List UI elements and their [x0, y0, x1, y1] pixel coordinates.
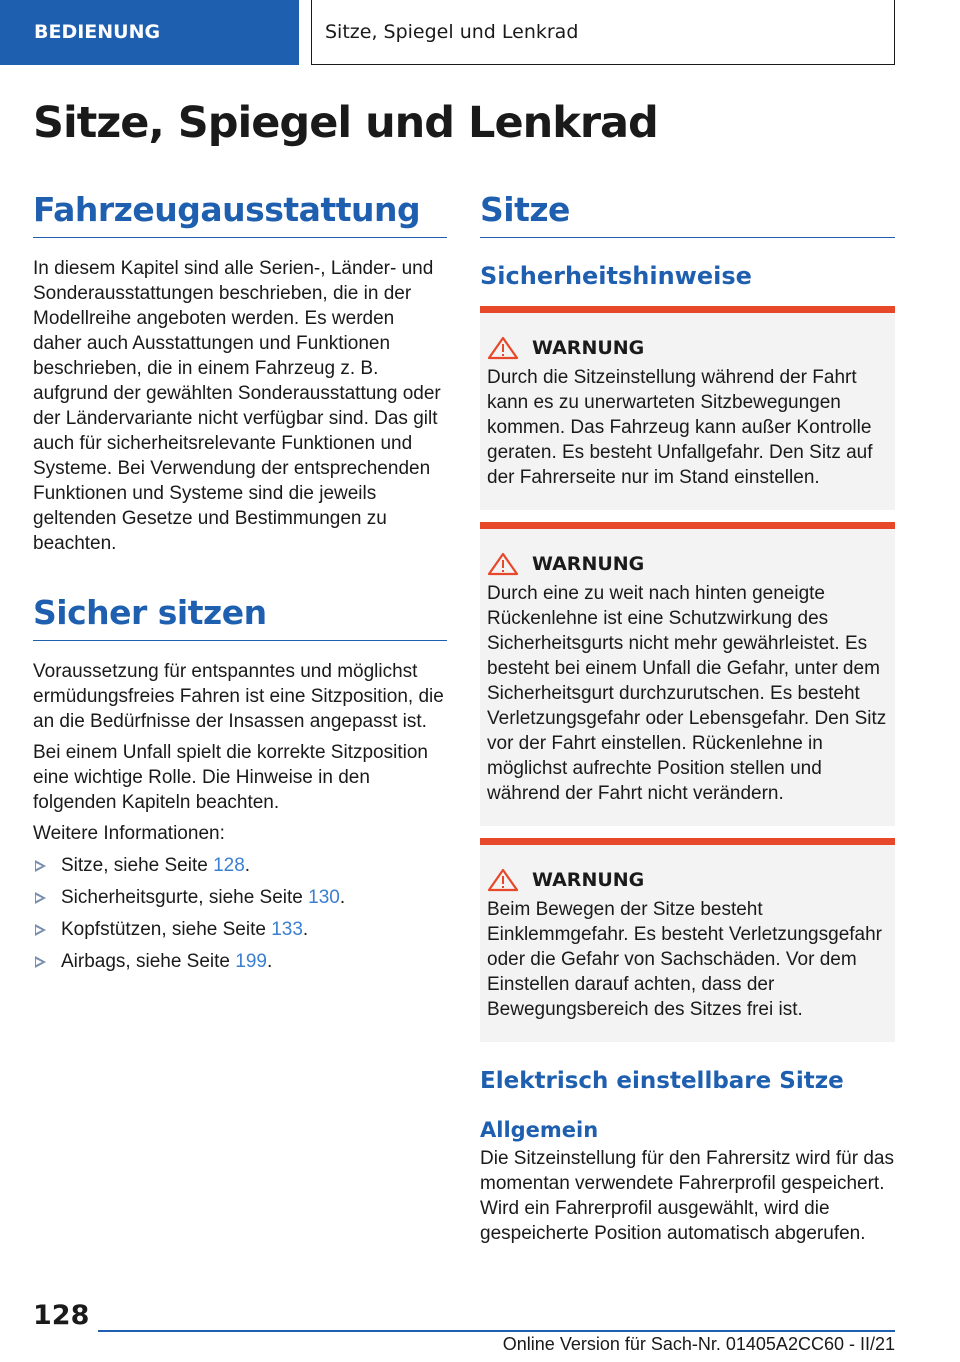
warning-triangle-icon [487, 336, 519, 360]
allgemein-text: Die Sitzeinstellung für den Fahrersitz wird für das momentan verwendete Fahrerprofil gespeichert. Wird ein Fahrerprofil ausgewählt, wird die gespeicherte Position automatisch abgerufen. [480, 1148, 894, 1244]
heading-allgemein: Allgemein [480, 1118, 599, 1142]
warning-box [480, 522, 895, 826]
heading-fahrzeugausstattung: Fahrzeugausstattung [33, 190, 447, 238]
warning-text: Durch eine zu weit nach hinten geneigte Rückenlehne ist eine Schutzwirkung des Sicherheitsgurts nicht mehr gewährleistet. Es besteht bei einem Unfall die Gefahr, unter dem Sicherheitsgurt durchzurutschen. Es besteht Verletzungsgefahr oder Lebensgefahr. Den Sitz vor der Fahrt einstellen. Rückenlehne in möglichst aufrechte Position stellen und während der Fahrt nicht verändern. [487, 583, 887, 804]
warning-triangle-icon [487, 868, 519, 892]
page-link[interactable]: 133 [271, 919, 303, 940]
fahrzeugausstattung-text: In diesem Kapitel sind alle Serien-, Länder- und Sonderausstattungen beschrieben, die in der Modellreihe angeboten werden. Es werden daher auch Ausstattungen und Funktionen beschrieben, die in einem Fahrzeug z. B. aufgrund der gewählten Sonderausstattung oder der Ländervariante nicht verfügbar sind. Das gilt auch für sicherheitsrelevante Funktionen und Systeme. Bei Verwendung der entsprechenden Funktionen und Systeme sind die jeweils geltenden Gesetze und Bestimmungen zu beachten. [33, 258, 441, 554]
warning-title: WARNUNG [532, 337, 645, 359]
heading-elektrisch-einstellbare-sitze: Elektrisch einstellbare Sitze [480, 1068, 844, 1094]
footer-divider [98, 1330, 895, 1332]
left-column [33, 190, 447, 981]
warning-triangle-icon [487, 552, 519, 576]
heading-sitze: Sitze [480, 190, 895, 238]
list-item: Airbags, siehe Seite 199. [33, 949, 447, 974]
warning-text: Beim Bewegen der Sitze besteht Einklemmgefahr. Es besteht Verletzungsgefahr oder die Gefahr von Sachschäden. Vor dem Einstellen darauf achten, dass der Bewegungsbereich des Sitzes frei ist. [487, 899, 883, 1020]
reference-list [33, 853, 447, 974]
list-item: Sicherheitsgurte, siehe Seite 130. [33, 885, 447, 910]
page-link[interactable]: 128 [213, 855, 245, 876]
triangle-bullet-icon [35, 892, 46, 904]
triangle-bullet-icon [35, 860, 46, 872]
warning-header [487, 549, 888, 579]
list-item: Sitze, siehe Seite 128. [33, 853, 447, 878]
heading-sicherheitshinweise: Sicherheitshinweise [480, 262, 752, 290]
warning-box [480, 838, 895, 1042]
sicher-sitzen-p2: Bei einem Unfall spielt die korrekte Sitzposition eine wichtige Rolle. Die Hinweise in den folgenden Kapiteln beachten. [33, 742, 428, 813]
heading-sicher-sitzen: Sicher sitzen [33, 593, 447, 641]
page-title: Sitze, Spiegel und Lenkrad [33, 98, 658, 148]
warning-title: WARNUNG [532, 869, 645, 891]
sicher-sitzen-p1: Voraussetzung für entspanntes und möglichst ermüdungsfreies Fahren ist eine Sitzposition, die an die Bedürfnisse der Insassen angepasst ist. [33, 661, 444, 732]
triangle-bullet-icon [35, 956, 46, 968]
warning-text: Durch die Sitzeinstellung während der Fahrt kann es zu unerwarteten Sitzbewegungen kommen. Das Fahrzeug kann außer Kontrolle geraten. Es besteht Unfallgefahr. Den Sitz auf der Fahrerseite nur im Stand einstellen. [487, 367, 873, 488]
footer-version-text: Online Version für Sach-Nr. 01405A2CC60 - II/21 [502, 1334, 895, 1354]
warning-header [487, 333, 888, 363]
right-column [480, 190, 895, 1246]
sicher-sitzen-p3: Weitere Informationen: [33, 823, 225, 844]
page-link[interactable]: 199 [235, 951, 267, 972]
warning-title: WARNUNG [532, 553, 645, 575]
warning-box [480, 306, 895, 510]
header-chapter-label: Sitze, Spiegel und Lenkrad [311, 0, 895, 65]
triangle-bullet-icon [35, 924, 46, 936]
page-link[interactable]: 130 [308, 887, 340, 908]
header-section-label: BEDIENUNG [0, 0, 299, 65]
page-number: 128 [33, 1300, 90, 1331]
list-item: Kopfstützen, siehe Seite 133. [33, 917, 447, 942]
warning-header [487, 865, 888, 895]
